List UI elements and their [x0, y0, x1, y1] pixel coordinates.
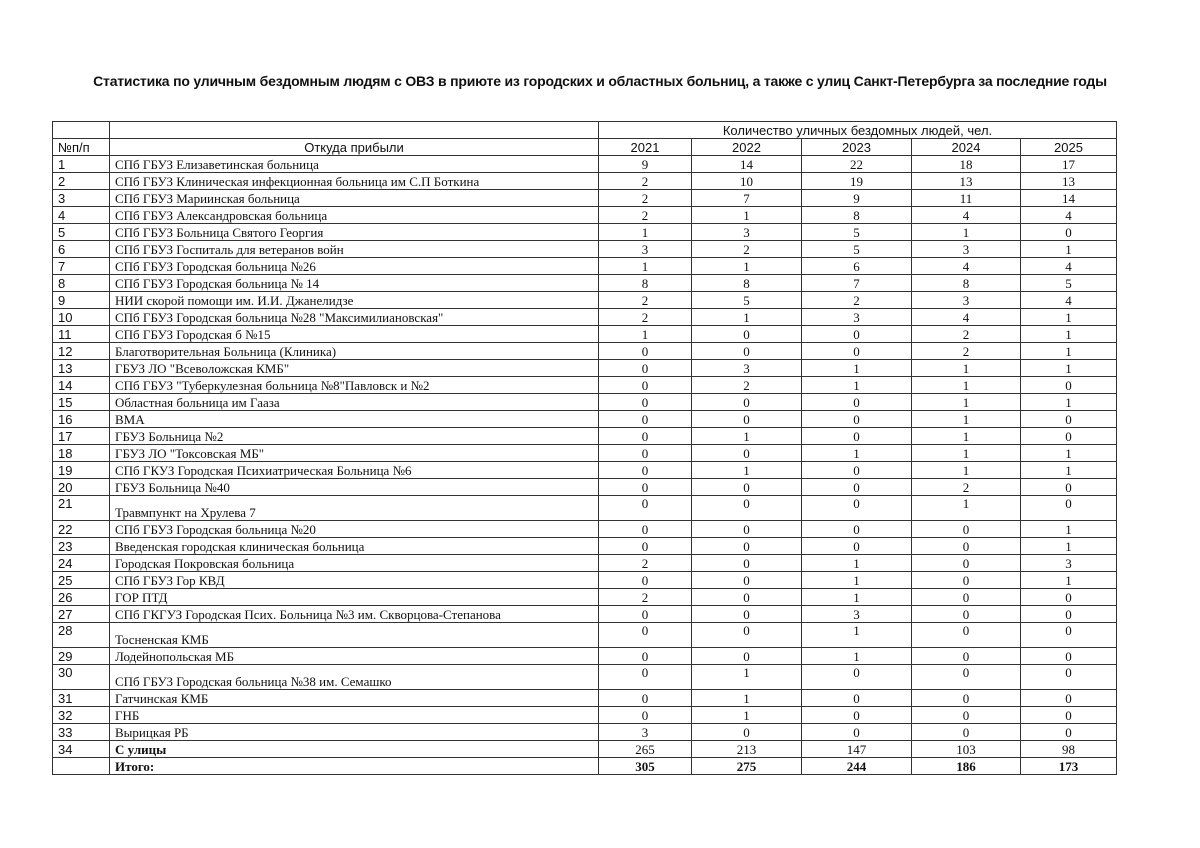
row-source: ГНБ	[110, 707, 599, 724]
row-value: 2	[912, 326, 1021, 343]
row-value: 103	[912, 741, 1021, 758]
row-value: 0	[599, 411, 692, 428]
row-number: 31	[53, 690, 110, 707]
row-value: 5	[1021, 275, 1117, 292]
row-value: 0	[1021, 707, 1117, 724]
row-number: 13	[53, 360, 110, 377]
table-row	[53, 224, 1117, 241]
row-value: 0	[802, 538, 912, 555]
row-value: 19	[802, 173, 912, 190]
row-source: СПб ГБУЗ Клиническая инфекционная больница им С.П Боткина	[110, 173, 599, 190]
row-value: 7	[802, 275, 912, 292]
row-value: 1	[692, 258, 802, 275]
row-value: 0	[599, 521, 692, 538]
row-number: 34	[53, 741, 110, 758]
row-source: СПб ГБУЗ Городская больница №38 им. Семашко	[110, 665, 599, 690]
row-source: Введенская городская клиническая больница	[110, 538, 599, 555]
total-number-blank	[53, 758, 110, 775]
row-value: 18	[912, 156, 1021, 173]
row-value: 3	[599, 724, 692, 741]
row-value: 0	[1021, 690, 1117, 707]
table-row	[53, 445, 1117, 462]
row-value: 1	[1021, 572, 1117, 589]
row-source: Городская Покровская больница	[110, 555, 599, 572]
table-row	[53, 555, 1117, 572]
row-value: 2	[692, 377, 802, 394]
header-blank-num	[53, 122, 110, 139]
row-value: 1	[599, 326, 692, 343]
header-blank-source	[110, 122, 599, 139]
table-row	[53, 326, 1117, 343]
table-row	[53, 275, 1117, 292]
row-number: 10	[53, 309, 110, 326]
row-value: 1	[802, 360, 912, 377]
row-value: 1	[1021, 462, 1117, 479]
row-value: 0	[1021, 377, 1117, 394]
row-value: 1	[1021, 360, 1117, 377]
row-value: 0	[912, 555, 1021, 572]
row-number: 23	[53, 538, 110, 555]
row-value: 8	[692, 275, 802, 292]
row-number: 28	[53, 623, 110, 648]
row-value: 1	[1021, 394, 1117, 411]
row-value: 1	[1021, 343, 1117, 360]
row-value: 0	[1021, 623, 1117, 648]
row-value: 9	[599, 156, 692, 173]
row-number: 30	[53, 665, 110, 690]
row-value: 0	[692, 326, 802, 343]
row-value: 0	[692, 538, 802, 555]
row-number: 2	[53, 173, 110, 190]
row-value: 0	[1021, 428, 1117, 445]
row-value: 0	[599, 445, 692, 462]
row-number: 9	[53, 292, 110, 309]
row-value: 13	[1021, 173, 1117, 190]
row-value: 1	[912, 394, 1021, 411]
row-number: 12	[53, 343, 110, 360]
row-value: 0	[599, 538, 692, 555]
row-value: 8	[912, 275, 1021, 292]
header-row-years	[53, 139, 1117, 156]
row-number: 24	[53, 555, 110, 572]
row-source: Травмпункт на Хрулева 7	[110, 496, 599, 521]
row-number: 29	[53, 648, 110, 665]
table-row	[53, 292, 1117, 309]
row-value: 1	[1021, 241, 1117, 258]
row-number: 8	[53, 275, 110, 292]
row-value: 1	[692, 690, 802, 707]
table-row	[53, 606, 1117, 623]
table-row	[53, 241, 1117, 258]
row-value: 10	[692, 173, 802, 190]
row-number: 20	[53, 479, 110, 496]
row-number: 16	[53, 411, 110, 428]
row-value: 0	[692, 623, 802, 648]
row-value: 0	[599, 648, 692, 665]
row-value: 2	[599, 190, 692, 207]
row-number: 7	[53, 258, 110, 275]
row-value: 0	[599, 496, 692, 521]
row-value: 0	[692, 606, 802, 623]
column-header-year: 2021	[599, 139, 692, 156]
row-value: 0	[802, 394, 912, 411]
row-value: 0	[599, 394, 692, 411]
row-value: 0	[599, 428, 692, 445]
row-value: 5	[692, 292, 802, 309]
row-value: 3	[692, 360, 802, 377]
row-value: 1	[802, 623, 912, 648]
row-value: 1	[692, 462, 802, 479]
row-value: 0	[599, 377, 692, 394]
row-value: 0	[802, 428, 912, 445]
row-value: 8	[802, 207, 912, 224]
row-value: 2	[912, 343, 1021, 360]
row-number: 6	[53, 241, 110, 258]
table-row	[53, 377, 1117, 394]
row-value: 0	[1021, 589, 1117, 606]
row-value: 0	[802, 496, 912, 521]
row-value: 1	[802, 572, 912, 589]
row-source: ГБУЗ Больница №2	[110, 428, 599, 445]
table-row	[53, 360, 1117, 377]
row-value: 0	[1021, 479, 1117, 496]
row-value: 1	[802, 648, 912, 665]
row-value: 1	[912, 360, 1021, 377]
table-row	[53, 462, 1117, 479]
row-value: 1	[599, 224, 692, 241]
row-source: СПб ГБУЗ Гор КВД	[110, 572, 599, 589]
table-row	[53, 707, 1117, 724]
row-value: 265	[599, 741, 692, 758]
row-number: 22	[53, 521, 110, 538]
row-source: НИИ скорой помощи им. И.И. Джанелидзе	[110, 292, 599, 309]
row-value: 0	[599, 572, 692, 589]
row-value: 1	[692, 665, 802, 690]
row-value: 3	[802, 606, 912, 623]
row-value: 4	[912, 207, 1021, 224]
row-value: 4	[1021, 292, 1117, 309]
row-source: СПб ГБУЗ Госпиталь для ветеранов войн	[110, 241, 599, 258]
table-row	[53, 623, 1117, 648]
row-value: 1	[692, 428, 802, 445]
row-source: СПб ГБУЗ Городская больница №26	[110, 258, 599, 275]
row-value: 0	[692, 411, 802, 428]
row-value: 13	[912, 173, 1021, 190]
row-value: 0	[599, 707, 692, 724]
row-value: 0	[1021, 496, 1117, 521]
column-header-year: 2022	[692, 139, 802, 156]
row-source: Вырицкая РБ	[110, 724, 599, 741]
row-value: 0	[912, 538, 1021, 555]
row-value: 1	[912, 411, 1021, 428]
row-value: 1	[692, 207, 802, 224]
row-value: 0	[692, 496, 802, 521]
column-header-number: №п/п	[53, 139, 110, 156]
row-value: 1	[912, 496, 1021, 521]
row-source: ГБУЗ ЛО "Токсовская МБ"	[110, 445, 599, 462]
row-value: 22	[802, 156, 912, 173]
row-number: 26	[53, 589, 110, 606]
row-source: СПб ГБУЗ Елизаветинская больница	[110, 156, 599, 173]
document-title: Статистика по уличным бездомным людям с ОВЗ в приюте из городских и областных больниц, а также с улиц Санкт-Петербурга за последние годы	[93, 73, 1107, 89]
row-source: СПб ГБУЗ Городская больница №20	[110, 521, 599, 538]
row-source: СПб ГБУЗ Городская б №15	[110, 326, 599, 343]
row-value: 14	[692, 156, 802, 173]
row-value: 0	[692, 479, 802, 496]
row-value: 14	[1021, 190, 1117, 207]
table-row	[53, 741, 1117, 758]
row-source: СПб ГКУЗ Городская Психиатрическая Больница №6	[110, 462, 599, 479]
statistics-table	[52, 121, 1117, 775]
row-value: 3	[912, 241, 1021, 258]
row-value: 0	[912, 665, 1021, 690]
row-number: 33	[53, 724, 110, 741]
row-value: 0	[912, 724, 1021, 741]
column-header-year: 2025	[1021, 139, 1117, 156]
row-number: 18	[53, 445, 110, 462]
row-value: 0	[1021, 648, 1117, 665]
row-number: 25	[53, 572, 110, 589]
row-value: 0	[692, 445, 802, 462]
table-row	[53, 309, 1117, 326]
row-value: 0	[802, 690, 912, 707]
row-value: 1	[912, 445, 1021, 462]
row-value: 2	[599, 309, 692, 326]
total-value: 305	[599, 758, 692, 775]
row-number: 27	[53, 606, 110, 623]
table-row	[53, 190, 1117, 207]
row-value: 0	[912, 623, 1021, 648]
row-source: СПб ГБУЗ Городская больница №28 "Максимилиановская"	[110, 309, 599, 326]
row-value: 0	[692, 572, 802, 589]
row-value: 0	[692, 521, 802, 538]
row-value: 2	[692, 241, 802, 258]
row-source: ВМА	[110, 411, 599, 428]
row-value: 0	[1021, 724, 1117, 741]
table-row	[53, 589, 1117, 606]
row-source: СПб ГБУЗ "Туберкулезная больница №8"Павловск и №2	[110, 377, 599, 394]
row-value: 2	[599, 589, 692, 606]
row-value: 0	[1021, 606, 1117, 623]
row-value: 0	[802, 343, 912, 360]
row-value: 0	[802, 707, 912, 724]
row-value: 6	[802, 258, 912, 275]
row-number: 14	[53, 377, 110, 394]
table-row	[53, 343, 1117, 360]
total-label: Итого:	[110, 758, 599, 775]
row-value: 0	[692, 724, 802, 741]
column-header-year: 2023	[802, 139, 912, 156]
header-row-group	[53, 122, 1117, 139]
row-number: 32	[53, 707, 110, 724]
row-value: 1	[692, 707, 802, 724]
row-value: 213	[692, 741, 802, 758]
row-number: 11	[53, 326, 110, 343]
row-value: 1	[802, 445, 912, 462]
row-value: 2	[599, 555, 692, 572]
row-value: 0	[599, 690, 692, 707]
row-value: 4	[1021, 207, 1117, 224]
row-value: 0	[599, 606, 692, 623]
row-value: 0	[692, 343, 802, 360]
row-value: 1	[802, 555, 912, 572]
row-value: 0	[802, 521, 912, 538]
row-value: 3	[912, 292, 1021, 309]
row-number: 3	[53, 190, 110, 207]
table-row	[53, 173, 1117, 190]
table-row	[53, 207, 1117, 224]
row-value: 7	[692, 190, 802, 207]
row-source: СПб ГКГУЗ Городская Псих. Больница №3 им. Скворцова-Степанова	[110, 606, 599, 623]
row-value: 1	[912, 224, 1021, 241]
row-value: 17	[1021, 156, 1117, 173]
row-source: Лодейнопольская МБ	[110, 648, 599, 665]
row-value: 0	[1021, 224, 1117, 241]
row-value: 0	[802, 724, 912, 741]
table-row	[53, 479, 1117, 496]
row-value: 0	[599, 360, 692, 377]
row-value: 0	[599, 665, 692, 690]
table-row	[53, 572, 1117, 589]
row-value: 2	[599, 207, 692, 224]
table-row	[53, 690, 1117, 707]
table-row	[53, 428, 1117, 445]
row-value: 0	[802, 411, 912, 428]
table-row	[53, 521, 1117, 538]
row-value: 8	[599, 275, 692, 292]
row-value: 2	[802, 292, 912, 309]
row-value: 4	[1021, 258, 1117, 275]
row-value: 2	[599, 173, 692, 190]
row-value: 2	[912, 479, 1021, 496]
row-value: 0	[692, 589, 802, 606]
row-value: 0	[1021, 665, 1117, 690]
row-value: 3	[1021, 555, 1117, 572]
total-value: 244	[802, 758, 912, 775]
row-value: 9	[802, 190, 912, 207]
row-value: 0	[912, 521, 1021, 538]
row-value: 0	[599, 343, 692, 360]
total-row	[53, 758, 1117, 775]
row-number: 1	[53, 156, 110, 173]
group-header: Количество уличных бездомных людей, чел.	[599, 122, 1117, 139]
row-value: 0	[599, 623, 692, 648]
row-value: 0	[802, 462, 912, 479]
table-row	[53, 496, 1117, 521]
row-value: 3	[692, 224, 802, 241]
row-value: 147	[802, 741, 912, 758]
row-value: 4	[912, 258, 1021, 275]
table-row	[53, 648, 1117, 665]
table-row	[53, 724, 1117, 741]
row-value: 0	[912, 648, 1021, 665]
row-value: 0	[599, 479, 692, 496]
row-value: 0	[802, 479, 912, 496]
row-value: 0	[912, 589, 1021, 606]
row-number: 17	[53, 428, 110, 445]
row-source: ГБУЗ Больница №40	[110, 479, 599, 496]
row-source: ГБУЗ ЛО "Всеволожская КМБ"	[110, 360, 599, 377]
row-value: 1	[1021, 309, 1117, 326]
row-value: 2	[599, 292, 692, 309]
table-row	[53, 258, 1117, 275]
row-value: 1	[1021, 326, 1117, 343]
row-value: 0	[912, 690, 1021, 707]
total-value: 275	[692, 758, 802, 775]
table-row	[53, 665, 1117, 690]
row-value: 0	[692, 648, 802, 665]
row-value: 5	[802, 241, 912, 258]
row-value: 3	[599, 241, 692, 258]
row-value: 3	[802, 309, 912, 326]
row-number: 5	[53, 224, 110, 241]
total-value: 186	[912, 758, 1021, 775]
row-number: 19	[53, 462, 110, 479]
table-row	[53, 411, 1117, 428]
row-value: 0	[1021, 411, 1117, 428]
row-value: 0	[912, 606, 1021, 623]
column-header-year: 2024	[912, 139, 1021, 156]
row-source: Гатчинская КМБ	[110, 690, 599, 707]
row-source: Областная больница им Гааза	[110, 394, 599, 411]
row-value: 4	[912, 309, 1021, 326]
column-header-source: Откуда прибыли	[110, 139, 599, 156]
row-value: 0	[692, 394, 802, 411]
row-value: 1	[912, 428, 1021, 445]
row-value: 11	[912, 190, 1021, 207]
row-value: 1	[1021, 521, 1117, 538]
row-value: 0	[692, 555, 802, 572]
row-value: 0	[802, 665, 912, 690]
table-row	[53, 156, 1117, 173]
row-value: 1	[912, 462, 1021, 479]
row-source: СПб ГБУЗ Городская больница № 14	[110, 275, 599, 292]
row-number: 15	[53, 394, 110, 411]
row-value: 1	[1021, 538, 1117, 555]
row-source: СПб ГБУЗ Александровская больница	[110, 207, 599, 224]
row-value: 1	[802, 377, 912, 394]
row-value: 98	[1021, 741, 1117, 758]
row-value: 1	[1021, 445, 1117, 462]
row-source: Тосненская КМБ	[110, 623, 599, 648]
total-value: 173	[1021, 758, 1117, 775]
row-number: 4	[53, 207, 110, 224]
row-value: 1	[692, 309, 802, 326]
row-value: 5	[802, 224, 912, 241]
row-value: 0	[802, 326, 912, 343]
row-source: СПб ГБУЗ Мариинская больница	[110, 190, 599, 207]
row-value: 0	[599, 462, 692, 479]
row-number: 21	[53, 496, 110, 521]
row-value: 1	[599, 258, 692, 275]
row-value: 1	[802, 589, 912, 606]
row-source: ГОР ПТД	[110, 589, 599, 606]
row-value: 0	[912, 707, 1021, 724]
row-value: 0	[912, 572, 1021, 589]
row-source: С улицы	[110, 741, 599, 758]
table-row	[53, 538, 1117, 555]
table-row	[53, 394, 1117, 411]
row-value: 1	[912, 377, 1021, 394]
row-source: Благотворительная Больница (Клиника)	[110, 343, 599, 360]
row-source: СПб ГБУЗ Больница Святого Георгия	[110, 224, 599, 241]
